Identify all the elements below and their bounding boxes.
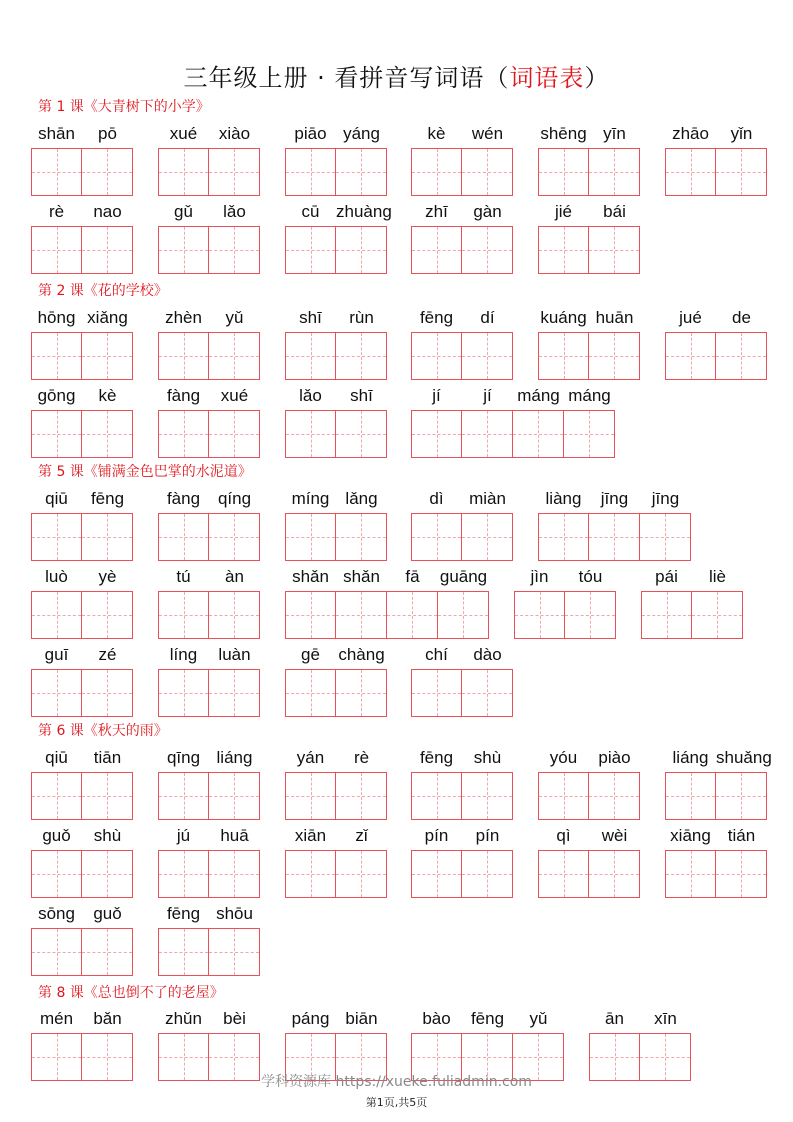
writing-cell[interactable] [82,410,133,458]
writing-cell[interactable] [158,669,209,717]
writing-cell[interactable] [589,850,640,898]
pinyin-syllable: tóu [578,567,603,586]
title-accent: 词语表 [509,64,585,92]
pinyin-syllable: jié [554,202,572,221]
pinyin-syllable: pín [424,826,449,845]
writing-cell[interactable] [514,591,565,639]
word-box [158,386,260,458]
pinyin-syllable: líng [169,645,198,664]
pinyin-syllable: qiū [45,748,68,767]
pinyin-syllable: dì [429,489,444,508]
word-box [538,202,640,274]
pinyin-syllable: fàng [166,386,201,405]
pinyin-syllable: zhèn [165,308,202,327]
writing-cell[interactable] [462,772,513,820]
word-box [31,386,133,458]
writing-cell[interactable] [336,772,387,820]
pinyin-syllable: xīn [654,1009,677,1028]
writing-cell[interactable] [209,772,260,820]
writing-cell[interactable] [438,591,489,639]
writing-cell[interactable] [31,513,82,561]
word-box [31,308,133,380]
writing-cell[interactable] [209,148,260,196]
pinyin-syllable: bǎn [93,1009,122,1028]
pinyin-syllable: biān [345,1009,378,1028]
pinyin-syllable: fā [405,567,420,586]
writing-cell[interactable] [285,772,336,820]
writing-cell[interactable] [336,591,387,639]
word-box [538,489,691,561]
writing-cell[interactable] [158,591,209,639]
pinyin-syllable: liáng [672,748,709,767]
word-box [158,567,260,639]
pinyin-syllable: xiāng [670,826,711,845]
writing-cell[interactable] [31,591,82,639]
word-box [285,308,387,380]
pinyin-syllable: de [732,308,751,327]
pinyin-syllable: shī [299,308,322,327]
word-box [665,308,767,380]
pinyin-syllable: qiū [45,489,68,508]
pinyin-syllable: tú [176,567,191,586]
writing-cell[interactable] [82,928,133,976]
writing-cell[interactable] [336,148,387,196]
word-box [285,202,392,274]
lesson-heading: 第 6 课《秋天的雨》 [38,723,168,739]
word-box [538,826,640,898]
writing-cell[interactable] [82,513,133,561]
writing-cell[interactable] [411,850,462,898]
pinyin-syllable: liáng [216,748,253,767]
title-main: 三年级上册 · 看拼音写词语（ [183,64,510,92]
writing-cell[interactable] [158,772,209,820]
word-box [514,567,616,639]
word-box [665,748,772,820]
pinyin-syllable: huā [220,826,249,845]
word-box [31,489,133,561]
writing-cell[interactable] [209,332,260,380]
pinyin-syllable: guǒ [42,826,71,845]
writing-cell[interactable] [82,850,133,898]
writing-cell[interactable] [336,669,387,717]
pinyin-syllable: pō [98,124,117,143]
pinyin-syllable: bái [603,202,626,221]
pinyin-syllable: liè [708,567,726,586]
pinyin-syllable: yǐn [730,124,753,143]
writing-cell[interactable] [158,332,209,380]
pinyin-syllable: rè [48,202,65,221]
writing-cell[interactable] [31,410,82,458]
writing-cell[interactable] [411,410,462,458]
word-box [538,124,640,196]
pinyin-syllable: fēng [470,1009,505,1028]
pinyin-syllable: wén [471,124,504,143]
writing-cell[interactable] [538,148,589,196]
title-close: ） [584,64,610,92]
pinyin-syllable: dí [480,308,495,327]
pinyin-syllable: gōng [37,386,76,405]
writing-cell[interactable] [82,669,133,717]
pinyin-syllable: xué [169,124,198,143]
writing-cell[interactable] [285,226,336,274]
writing-cell[interactable] [589,772,640,820]
pinyin-syllable: chí [425,645,448,664]
writing-cell[interactable] [538,513,589,561]
word-box [158,645,260,717]
pinyin-syllable: lǎng [345,489,378,508]
writing-cell[interactable] [209,850,260,898]
writing-cell[interactable] [285,669,336,717]
word-box [538,308,640,380]
word-box [285,826,387,898]
pinyin-syllable: zhī [425,202,448,221]
word-box [285,489,387,561]
pinyin-syllable: gē [301,645,320,664]
word-box [665,124,767,196]
writing-cell[interactable] [336,332,387,380]
writing-cell[interactable] [158,513,209,561]
word-box [411,489,513,561]
pinyin-syllable: yóu [549,748,578,767]
writing-cell[interactable] [336,850,387,898]
writing-cell[interactable] [538,332,589,380]
writing-cell[interactable] [462,850,513,898]
pinyin-syllable: chàng [338,645,385,664]
writing-cell[interactable] [158,850,209,898]
writing-cell[interactable] [158,410,209,458]
pinyin-syllable: rè [353,748,370,767]
pinyin-syllable: shù [93,826,122,845]
pinyin-syllable: zhǔn [165,1009,202,1028]
writing-cell[interactable] [411,148,462,196]
writing-cell[interactable] [158,928,209,976]
pinyin-syllable: àn [225,567,244,586]
writing-cell[interactable] [665,148,716,196]
word-box [411,124,513,196]
writing-cell[interactable] [462,226,513,274]
lesson-heading: 第 8 课《总也倒不了的老屋》 [38,985,224,1001]
writing-cell[interactable] [411,226,462,274]
word-box [158,826,260,898]
pinyin-syllable: xiān [294,826,327,845]
writing-cell[interactable] [716,772,767,820]
word-box [158,124,260,196]
pinyin-syllable: yǔ [529,1009,548,1028]
word-box [411,386,615,458]
pinyin-syllable: gǔ [174,202,193,221]
pinyin-syllable: míng [291,489,330,508]
pinyin-syllable: rùn [349,308,374,327]
pinyin-syllable: qì [556,826,571,845]
word-box [31,124,133,196]
pinyin-syllable: ān [605,1009,624,1028]
word-box [158,308,260,380]
writing-cell[interactable] [538,226,589,274]
writing-cell[interactable] [158,226,209,274]
writing-cell[interactable] [462,410,513,458]
pinyin-syllable: shēng [540,124,587,143]
pinyin-syllable: shǎn [292,567,329,586]
pinyin-syllable: pái [655,567,678,586]
writing-cell[interactable] [31,772,82,820]
word-box [285,386,387,458]
pinyin-syllable: miàn [469,489,506,508]
writing-cell[interactable] [665,332,716,380]
page-title [0,58,793,93]
pinyin-syllable: cū [301,202,320,221]
writing-cell[interactable] [82,772,133,820]
word-box [31,826,133,898]
writing-cell[interactable] [716,850,767,898]
pinyin-syllable: xué [220,386,249,405]
pinyin-syllable: gàn [473,202,502,221]
word-box [665,826,767,898]
writing-cell[interactable] [82,226,133,274]
writing-cell[interactable] [462,148,513,196]
word-box [31,567,133,639]
pinyin-syllable: sōng [38,904,75,923]
word-box [158,489,260,561]
pinyin-syllable: shī [350,386,373,405]
writing-cell[interactable] [538,850,589,898]
pinyin-syllable: fēng [166,904,201,923]
writing-cell[interactable] [589,513,640,561]
watermark: 学科资源库 https://xueke.fuliadmin.com [261,1074,532,1090]
pinyin-syllable: zhuàng [336,202,392,221]
writing-cell[interactable] [31,850,82,898]
pinyin-syllable: luò [45,567,68,586]
word-box [285,748,387,820]
writing-cell[interactable] [411,513,462,561]
pinyin-syllable: liàng [545,489,582,508]
pinyin-syllable: jí [432,386,441,405]
word-box [31,904,133,976]
pinyin-syllable: zhāo [672,124,709,143]
pinyin-syllable: qíng [217,489,252,508]
writing-cell[interactable] [665,850,716,898]
writing-cell[interactable] [538,772,589,820]
pinyin-syllable: bèi [223,1009,246,1028]
pinyin-syllable: shuǎng [716,748,772,767]
writing-cell[interactable] [411,772,462,820]
writing-cell[interactable] [209,410,260,458]
word-box [158,904,260,976]
writing-cell[interactable] [336,226,387,274]
pinyin-syllable: bào [422,1009,451,1028]
pinyin-syllable: yè [98,567,117,586]
word-box [411,202,513,274]
pinyin-syllable: fēng [90,489,125,508]
writing-cell[interactable] [82,591,133,639]
writing-cell[interactable] [589,332,640,380]
pinyin-syllable: hōng [37,308,76,327]
writing-cell[interactable] [209,591,260,639]
pinyin-syllable: lǎo [299,386,322,405]
writing-cell[interactable] [158,148,209,196]
writing-cell[interactable] [513,410,564,458]
word-box [285,567,489,639]
writing-cell[interactable] [565,591,616,639]
pinyin-syllable: yīn [603,124,626,143]
writing-cell[interactable] [589,148,640,196]
pinyin-syllable: jué [679,308,702,327]
pinyin-syllable: páng [291,1009,330,1028]
pinyin-syllable: shān [38,124,75,143]
pinyin-syllable: tián [727,826,756,845]
writing-cell[interactable] [716,332,767,380]
pinyin-syllable: kuáng [540,308,587,327]
pinyin-syllable: luàn [218,645,251,664]
writing-cell[interactable] [31,669,82,717]
pinyin-syllable: yáng [343,124,380,143]
pinyin-syllable: kè [427,124,446,143]
pinyin-syllable: pín [475,826,500,845]
writing-cell[interactable] [564,410,615,458]
word-box [31,202,133,274]
writing-cell[interactable] [31,148,82,196]
word-box [285,645,387,717]
writing-cell[interactable] [411,332,462,380]
word-box [31,645,133,717]
pinyin-syllable: jú [176,826,191,845]
pinyin-syllable: huān [595,308,634,327]
pinyin-syllable: tiān [93,748,122,767]
writing-cell[interactable] [462,332,513,380]
word-box [31,748,133,820]
word-box [538,748,640,820]
pinyin-syllable: jīng [651,489,680,508]
writing-cell[interactable] [589,226,640,274]
pinyin-syllable: guāng [439,567,488,586]
writing-cell[interactable] [31,226,82,274]
writing-cell[interactable] [285,850,336,898]
writing-cell[interactable] [31,332,82,380]
writing-cell[interactable] [209,513,260,561]
word-box [285,124,387,196]
writing-cell[interactable] [82,148,133,196]
writing-cell[interactable] [411,669,462,717]
word-box [158,202,260,274]
word-box [411,645,513,717]
pinyin-syllable: guī [44,645,69,664]
writing-cell[interactable] [640,513,691,561]
writing-cell[interactable] [31,928,82,976]
pinyin-syllable: jìn [530,567,549,586]
pinyin-syllable: yán [296,748,325,767]
writing-cell[interactable] [209,226,260,274]
pinyin-syllable: xiǎng [87,308,128,327]
pinyin-syllable: shōu [216,904,253,923]
pinyin-syllable: piāo [294,124,327,143]
pinyin-syllable: shù [473,748,502,767]
writing-cell[interactable] [82,332,133,380]
pinyin-syllable: fēng [419,748,454,767]
lesson-heading: 第 2 课《花的学校》 [38,283,168,299]
writing-cell[interactable] [387,591,438,639]
word-box [641,567,743,639]
pinyin-syllable: dào [473,645,502,664]
writing-cell[interactable] [285,410,336,458]
page-footer: 第1页,共5页 [365,1096,428,1109]
writing-cell[interactable] [716,148,767,196]
pinyin-syllable: guǒ [93,904,122,923]
pinyin-syllable: shǎn [343,567,380,586]
pinyin-syllable: yǔ [225,308,244,327]
pinyin-syllable: xiào [218,124,251,143]
pinyin-syllable: jīng [600,489,629,508]
pinyin-syllable: fàng [166,489,201,508]
writing-cell[interactable] [209,928,260,976]
pinyin-syllable: máng [517,386,560,405]
writing-cell[interactable] [336,513,387,561]
pinyin-syllable: mén [39,1009,74,1028]
pinyin-syllable: fēng [419,308,454,327]
pinyin-syllable: wèi [601,826,628,845]
word-box [411,826,513,898]
pinyin-syllable: máng [568,386,611,405]
pinyin-syllable: lǎo [223,202,246,221]
word-box [411,748,513,820]
lesson-heading: 第 5 课《铺满金色巴掌的水泥道》 [38,464,252,480]
pinyin-syllable: jí [483,386,492,405]
writing-cell[interactable] [285,332,336,380]
writing-cell[interactable] [209,669,260,717]
writing-cell[interactable] [285,148,336,196]
pinyin-syllable: zǐ [355,826,368,845]
pinyin-syllable: piào [598,748,631,767]
pinyin-syllable: zé [98,645,117,664]
word-box [411,308,513,380]
writing-cell[interactable] [285,513,336,561]
pinyin-syllable: nao [93,202,122,221]
pinyin-syllable: kè [98,386,117,405]
writing-cell[interactable] [665,772,716,820]
word-box [158,748,260,820]
writing-cell[interactable] [462,669,513,717]
writing-cell[interactable] [692,591,743,639]
pinyin-syllable: qīng [166,748,201,767]
writing-cell[interactable] [285,591,336,639]
writing-cell[interactable] [641,591,692,639]
writing-cell[interactable] [336,410,387,458]
lesson-heading: 第 1 课《大青树下的小学》 [38,99,210,115]
writing-cell[interactable] [462,513,513,561]
